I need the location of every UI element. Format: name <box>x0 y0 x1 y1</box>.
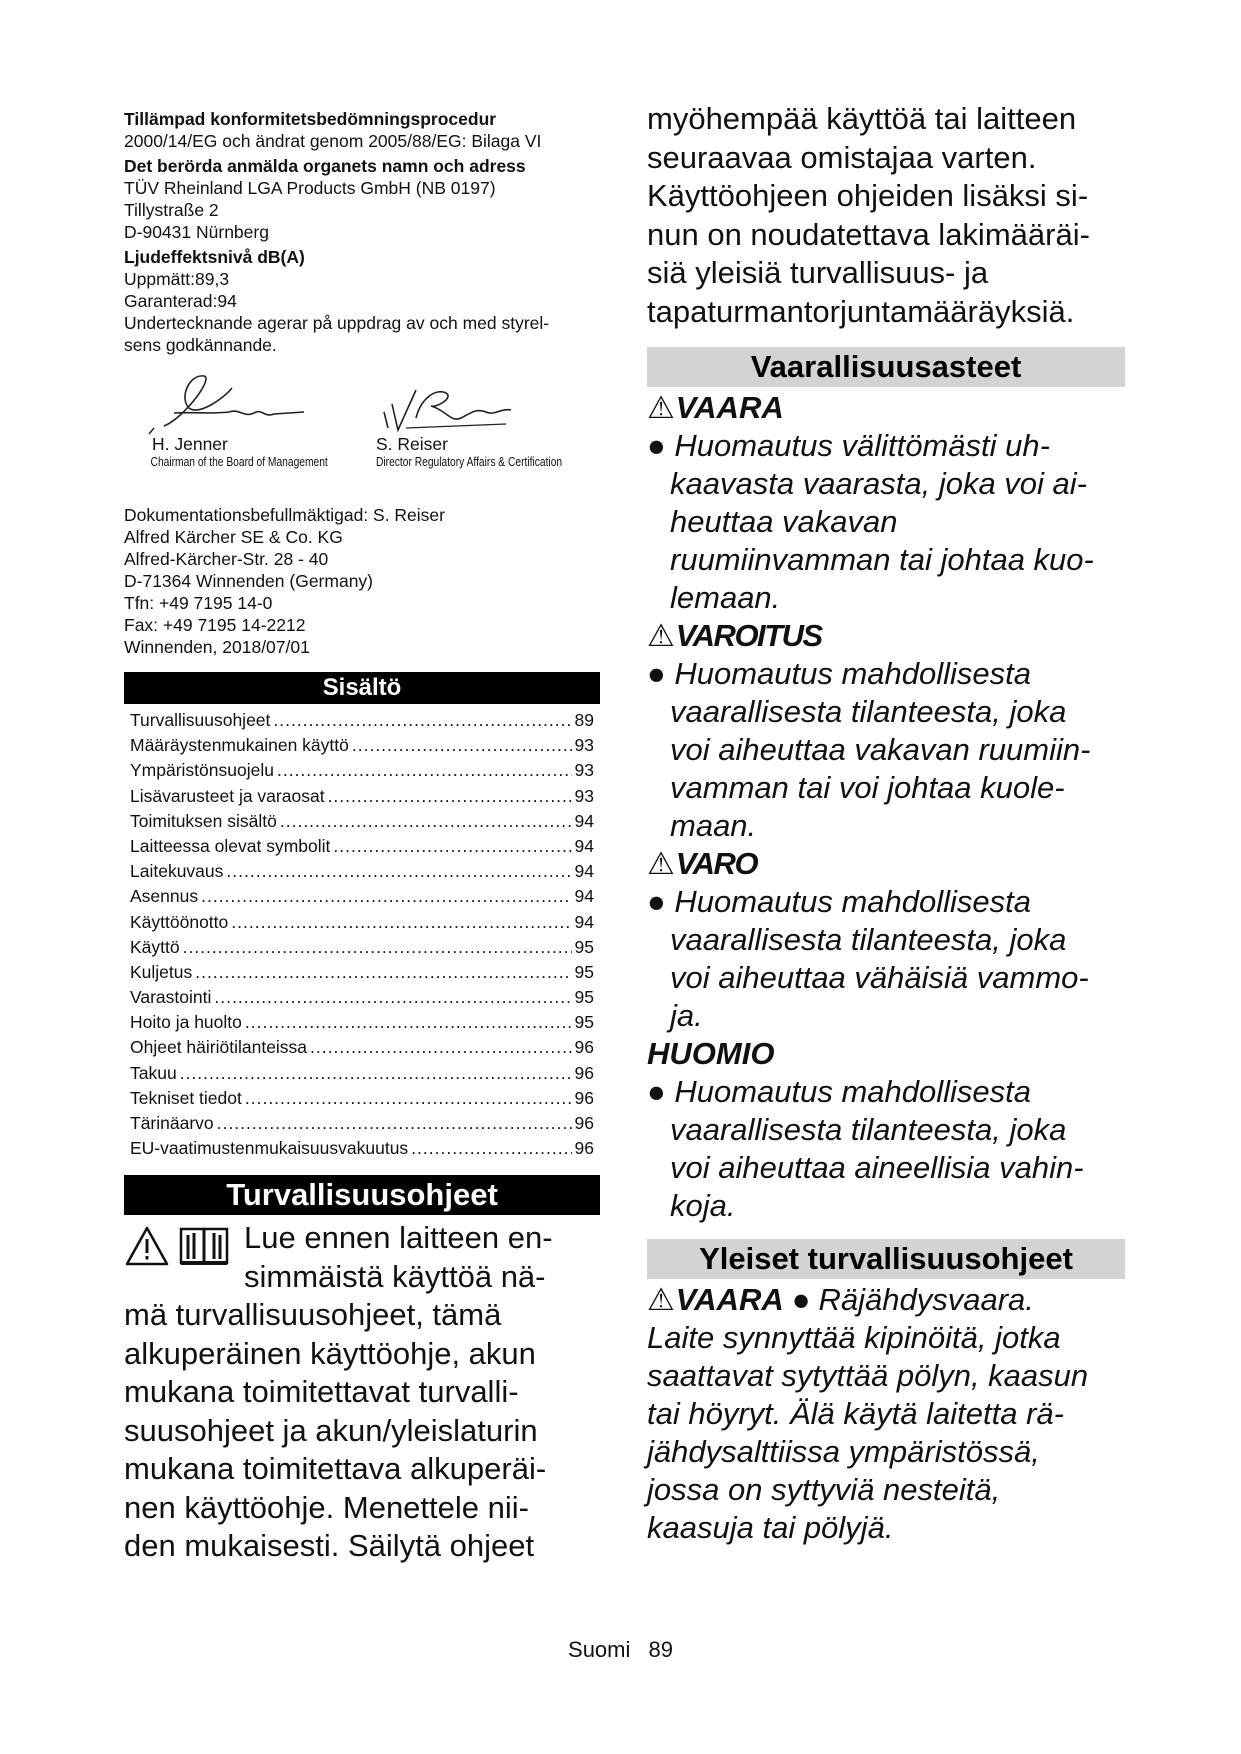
safety-icons <box>124 1225 230 1267</box>
safety-line: nen käyttöohje. Menettele nii- <box>124 1489 529 1525</box>
safety-line: suusohjeet ja akun/yleislaturin <box>124 1412 538 1448</box>
general-safety-line: kaasuja tai pölyjä. <box>647 1510 894 1545</box>
contact-line: Dokumentationsbefullmäktigad: S. Reiser <box>124 505 445 525</box>
safety-text <box>124 1219 600 1566</box>
table-of-contents <box>124 710 600 1163</box>
contact-line: Tfn: +49 7195 14-0 <box>124 593 273 613</box>
intro-line: Käyttöohjeen ohjeiden lisäksi si- <box>647 178 1089 213</box>
hazard-label-notice: HUOMIO <box>647 1036 775 1071</box>
toc-item[interactable]: Laitekuvaus ..... 94 <box>130 861 594 886</box>
signature-reiser <box>376 368 603 470</box>
guaranteed-value: Garanterad:94 <box>124 291 237 311</box>
intro-text <box>647 100 1125 331</box>
general-safety-line: saattavat sytyttää pölyn, kaasun <box>647 1358 1089 1393</box>
safety-title: Turvallisuusohjeet <box>124 1175 600 1215</box>
notified-body-line: TÜV Rheinland LGA Products GmbH (NB 0197) <box>124 178 496 198</box>
general-safety-line: tai höyryt. Älä käytä laitetta rä- <box>647 1396 1064 1431</box>
general-safety-lead: ⚠ VAARA ● Räjähdysvaara. <box>647 1282 1034 1317</box>
contact-line: Alfred-Kärcher-Str. 28 - 40 <box>124 549 329 569</box>
toc-item[interactable]: Asennus ..... 94 <box>130 886 594 911</box>
toc-item[interactable]: Hoito ja huolto ..... 95 <box>130 1012 594 1037</box>
signatory-name: S. Reiser <box>376 434 448 454</box>
hazard-description: ● Huomautus mahdollisesta vaarallisesta tilanteesta, joka voi aiheuttaa vakavan ruumiin- vamman tai voi johtaa kuole- maan. <box>647 656 1091 843</box>
general-safety-line: Laite synnyttää kipinöitä, jotka <box>647 1320 1061 1355</box>
general-safety-text <box>647 1281 1125 1547</box>
handwritten-signature-icon <box>376 368 526 438</box>
general-safety-title: Yleiset turvallisuusohjeet <box>647 1239 1125 1279</box>
toc-item[interactable]: Kuljetus ..... 95 <box>130 962 594 987</box>
safety-line: mukana toimitettavat turvalli- <box>124 1374 519 1410</box>
toc-item[interactable]: Laitteessa olevat symbolit ..... 94 <box>130 836 594 861</box>
contact-line: Fax: +49 7195 14-2212 <box>124 615 306 635</box>
toc-item[interactable]: EU-vaatimustenmukaisuusvakuutus ..... 96 <box>130 1138 594 1163</box>
signature-jenner <box>144 368 368 470</box>
intro-line: seuraavaa omistajaa varten. <box>647 139 1037 175</box>
toc-item[interactable]: Toimituksen sisältö ..... 94 <box>130 811 594 836</box>
toc-item[interactable]: Käyttö ..... 95 <box>130 937 594 962</box>
page-footer <box>0 1637 1241 1663</box>
hazard-description: ● Huomautus mahdollisesta vaarallisesta tilanteesta, joka voi aiheuttaa vähäisiä vammo- ja. <box>647 884 1089 1033</box>
hazard-label-danger: ⚠ VAARA <box>647 390 784 425</box>
contact-line: Alfred Kärcher SE & Co. KG <box>124 527 343 547</box>
hazard-description: ● Huomautus välittömästi uh- kaavasta vaarasta, joka voi ai- heuttaa vakavan ruumiinvamman tai johtaa kuo- lemaan. <box>647 428 1094 615</box>
toc-item[interactable]: Takuu ..... 96 <box>130 1063 594 1088</box>
contact-line: Winnenden, 2018/07/01 <box>124 637 310 657</box>
sound-level-heading: Ljudeffektsnivå dB(A) <box>124 247 305 267</box>
warning-triangle-icon: ⚠ <box>647 618 675 653</box>
toc-item[interactable]: Tekniset tiedot ..... 96 <box>130 1088 594 1113</box>
general-safety-line: jähdysalttiissa ympäristössä, <box>647 1434 1040 1469</box>
toc-title: Sisältö <box>124 672 600 704</box>
hazard-levels <box>647 389 1125 1225</box>
intro-line: tapaturmantorjuntamääräyksiä. <box>647 293 1075 329</box>
procedure-text: 2000/14/EG och ändrat genom 2005/88/EG: Bilaga VI <box>124 131 542 151</box>
read-manual-book-icon <box>178 1225 230 1267</box>
warning-triangle-icon <box>124 1225 170 1267</box>
hazard-levels-title: Vaarallisuusasteet <box>647 347 1125 387</box>
contact-block <box>124 504 600 658</box>
footer-language: Suomi <box>568 1637 631 1662</box>
measured-value: Uppmätt:89,3 <box>124 269 230 289</box>
handwritten-signature-icon <box>144 368 314 438</box>
toc-item[interactable]: Varastointi ..... 95 <box>130 987 594 1012</box>
intro-line: siä yleisiä turvallisuus- ja <box>647 255 989 290</box>
page-number: 89 <box>648 1637 673 1662</box>
toc-item[interactable]: Tärinäarvo ..... 96 <box>130 1113 594 1138</box>
signatory-role: Director Regulatory Affairs & Certification <box>376 455 563 469</box>
signing-text: Undertecknande agerar på uppdrag av och med styrel- <box>124 313 550 333</box>
contact-line: D-71364 Winnenden (Germany) <box>124 571 374 591</box>
toc-item[interactable]: Ohjeet häiriötilanteissa ..... 96 <box>130 1037 594 1062</box>
declaration-block <box>124 108 600 356</box>
hazard-label-caution: ⚠ VARO <box>647 846 758 881</box>
toc-item[interactable]: Turvallisuusohjeet ..... 89 <box>130 710 594 735</box>
intro-line: myöhempää käyttöä tai laitteen <box>647 101 1077 136</box>
toc-item[interactable]: Käyttöönotto ..... 94 <box>130 912 594 937</box>
signatory-name: H. Jenner <box>152 434 228 454</box>
safety-line: simmäistä käyttöä nä- <box>244 1258 546 1294</box>
intro-line: nun on noudatettava lakimääräi- <box>647 216 1090 252</box>
notified-body-line: D-90431 Nürnberg <box>124 222 269 242</box>
right-column <box>647 100 1125 1547</box>
safety-line: Lue ennen laitteen en- <box>244 1220 553 1256</box>
signatures <box>124 368 600 488</box>
toc-item[interactable]: Ympäristönsuojelu ..... 93 <box>130 760 594 785</box>
procedure-heading: Tillämpad konformitetsbedömningsprocedur <box>124 109 497 129</box>
notified-body-line: Tillystraße 2 <box>124 200 219 220</box>
signing-text: sens godkännande. <box>124 335 277 355</box>
warning-triangle-icon: ⚠ <box>647 1282 675 1317</box>
notified-body-heading: Det berörda anmälda organets namn och adress <box>124 156 526 176</box>
left-column <box>124 108 600 1566</box>
hazard-label-warning: ⚠ VAROITUS <box>647 618 822 653</box>
safety-line: alkuperäinen käyttöohje, akun <box>124 1335 536 1371</box>
warning-triangle-icon: ⚠ <box>647 390 675 425</box>
toc-item[interactable]: Lisävarusteet ja varaosat ..... 93 <box>130 786 594 811</box>
hazard-description: ● Huomautus mahdollisesta vaarallisesta tilanteesta, joka voi aiheuttaa aineellisia vahin- koja. <box>647 1074 1084 1223</box>
safety-line: mukana toimitettava alkuperäi- <box>124 1451 547 1487</box>
warning-triangle-icon: ⚠ <box>647 846 675 881</box>
safety-line: den mukaisesti. Säilytä ohjeet <box>124 1528 535 1564</box>
general-safety-line: jossa on syttyviä nesteitä, <box>647 1472 1001 1507</box>
toc-item[interactable]: Määräystenmukainen käyttö ..... 93 <box>130 735 594 760</box>
safety-line: mä turvallisuusohjeet, tämä <box>124 1297 502 1333</box>
signatory-role: Chairman of the Board of Management <box>150 455 328 469</box>
